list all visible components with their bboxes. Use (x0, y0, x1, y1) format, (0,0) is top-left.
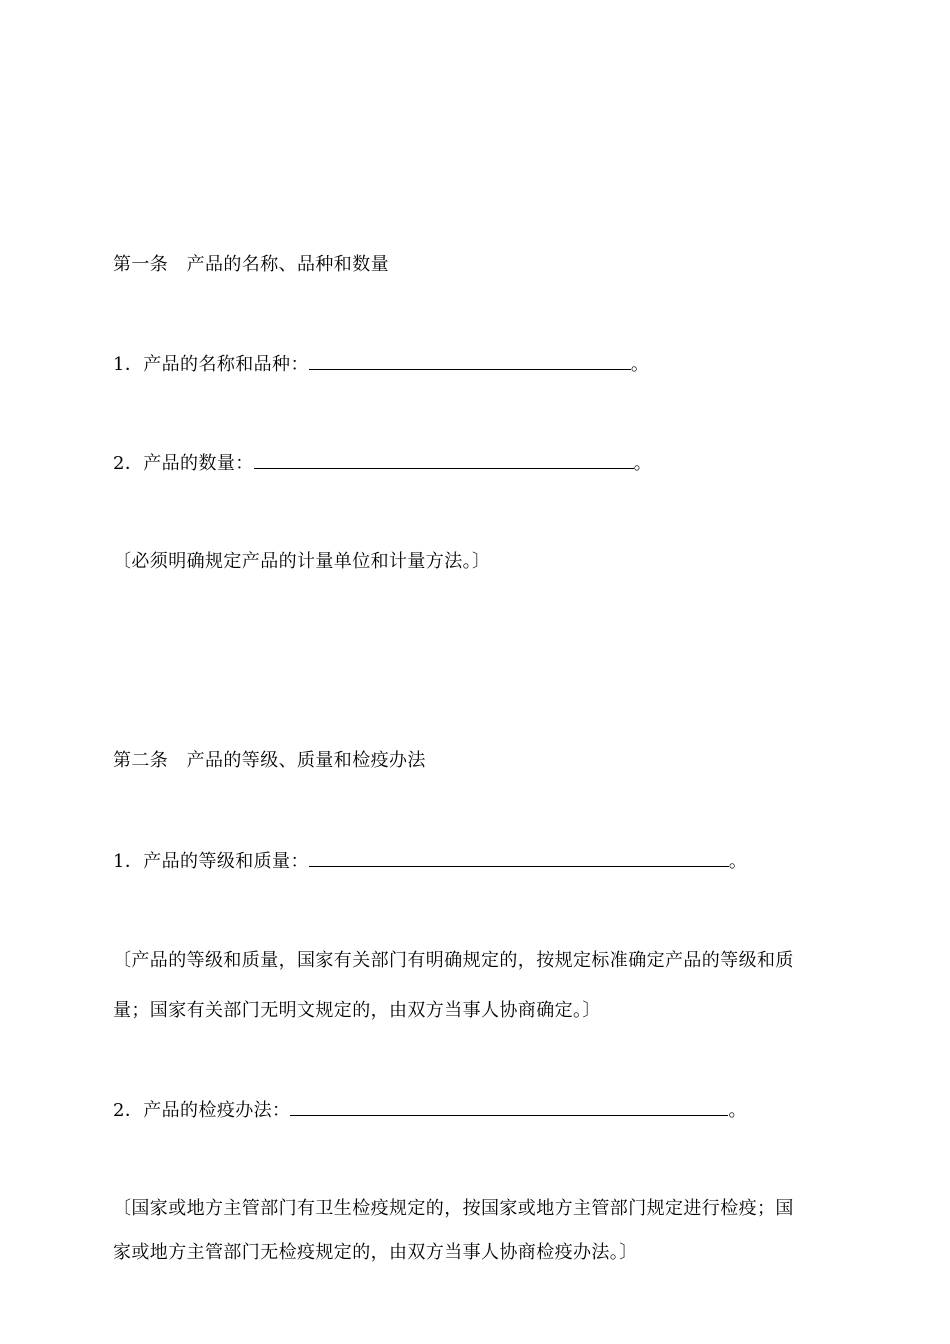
item-end: 。 (633, 453, 653, 474)
fill-in-blank-quantity[interactable] (254, 452, 634, 469)
article-2-note-2 (113, 1198, 843, 1264)
article-1-note: 〔必须明确规定产品的计量单位和计量方法。〕 (113, 551, 491, 572)
article-1-item-1 (113, 353, 649, 376)
article-2-item-2 (113, 1099, 747, 1122)
note-line: 家或地方主管部门无检疫规定的，由双方当事人协商检疫办法。〕 (113, 1242, 638, 1263)
item-label: 2．产品的检疫办法： (113, 1100, 291, 1121)
note-line: 〔产品的等级和质量，国家有关部门有明确规定的，按规定标准确定产品的等级和质 (113, 950, 794, 971)
fill-in-blank-grade-quality[interactable] (309, 850, 729, 867)
item-label: 1．产品的等级和质量： (113, 851, 309, 872)
article-2-note-1 (113, 950, 843, 1022)
article-1-heading: 第一条 产品的名称、品种和数量 (113, 254, 389, 275)
article-2-item-1 (113, 850, 747, 873)
item-end: 。 (728, 851, 748, 872)
note-line: 量；国家有关部门无明文规定的，由双方当事人协商确定。〕 (113, 1000, 601, 1021)
fill-in-blank-quarantine-method[interactable] (290, 1099, 728, 1116)
item-end: 。 (728, 1100, 747, 1121)
note-line: 〔国家或地方主管部门有卫生检疫规定的，按国家或地方主管部门规定进行检疫；国 (113, 1198, 794, 1219)
article-1-item-2 (113, 452, 652, 475)
item-label: 1．产品的名称和品种： (113, 354, 309, 375)
item-end: 。 (630, 354, 650, 375)
item-label: 2．产品的数量： (113, 453, 254, 474)
article-2-heading: 第二条 产品的等级、质量和检疫办法 (113, 750, 426, 771)
fill-in-blank-name-variety[interactable] (309, 353, 631, 370)
